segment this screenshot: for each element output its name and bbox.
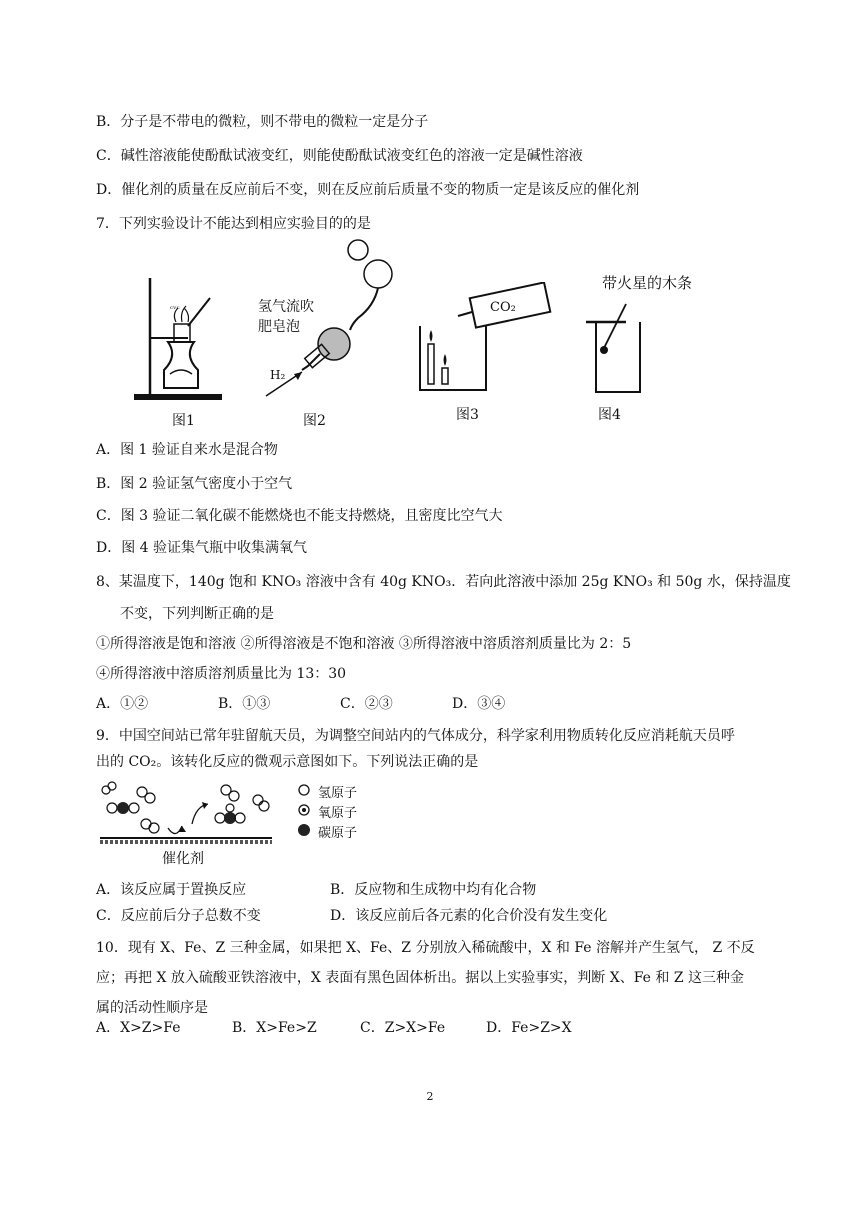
figure-2-caption: 图2 <box>303 413 326 429</box>
q8-option-b: B．①③ <box>218 696 271 712</box>
q7-stem: 7．下列实验设计不能达到相应实验目的的是 <box>96 216 371 232</box>
q9-legend-markers <box>296 782 312 842</box>
q10-stem-line-1: 10．现有 X、Fe、Z 三种金属，如果把 X、Fe、Z 分别放入稀硫酸中，X 和 Fe 溶解并产生氢气， Z 不反 <box>96 940 755 956</box>
q7-option-d: D．图 4 验证集气瓶中收集满氧气 <box>96 540 308 556</box>
q10-option-a: A．X>Z>Fe <box>96 1020 181 1036</box>
figure-2-h2-label: H₂ <box>270 368 286 382</box>
figure-4-gas-jar <box>580 296 660 400</box>
q7-option-b: B．图 2 验证氢气密度小于空气 <box>96 476 293 492</box>
figure-1-distillation <box>128 278 228 408</box>
figure-3-co2-beaker <box>412 282 562 400</box>
q6-option-d: D．催化剂的质量在反应前后不变，则在反应前后质量不变的物质一定是该反应的催化剂 <box>96 182 640 198</box>
q10-option-b: B．X>Fe>Z <box>232 1020 317 1036</box>
q9-catalyst-label: 催化剂 <box>162 851 204 867</box>
q9-option-a: A．该反应属于置换反应 <box>96 882 247 898</box>
q6-option-b: B．分子是不带电的微粒，则不带电的微粒一定是分子 <box>96 114 429 130</box>
q8-statements-line-1: ①所得溶液是饱和溶液 ②所得溶液是不饱和溶液 ③所得溶液中溶质溶剂质量比为 2：5 <box>96 636 632 652</box>
q10-option-c: C．Z>X>Fe <box>360 1020 446 1036</box>
q9-stem-line-1: 9．中国空间站已常年驻留航天员，为调整空间站内的气体成分，科学家利用物质转化反应消耗航天员呼 <box>96 728 735 744</box>
q7-option-c: C．图 3 验证二氧化碳不能燃烧也不能支持燃烧，且密度比空气大 <box>96 508 503 524</box>
q7-option-a: A．图 1 验证自来水是混合物 <box>96 442 278 458</box>
q8-stem-line-1: 8、某温度下，140g 饱和 KNO₃ 溶液中含有 40g KNO₃．若向此溶液中添加 25g KNO₃ 和 50g 水，保持温度 <box>96 574 791 590</box>
legend-carbon: 碳原子 <box>318 826 358 841</box>
figure-4-label: 带火星的木条 <box>602 274 693 292</box>
figure-4-caption: 图4 <box>598 407 621 423</box>
q8-option-a: A．①② <box>96 696 149 712</box>
legend-hydrogen: 氢原子 <box>318 786 358 801</box>
q6-option-c: C．碱性溶液能使酚酞试液变红，则能使酚酞试液变红色的溶液一定是碱性溶液 <box>96 148 583 164</box>
q8-options <box>96 694 505 714</box>
figure-2-label-1: 氢气流吹 <box>258 299 314 315</box>
figure-3-co2-label: CO₂ <box>490 300 516 315</box>
q9-option-b: B．反应物和生成物中均有化合物 <box>330 882 537 898</box>
q10-stem-line-2: 应；再把 X 放入硫酸亚铁溶液中，X 表面有黑色固体析出。据以上实验事实，判断 X、Fe 和 Z 这三种金 <box>96 970 745 986</box>
legend-oxygen: 氧原子 <box>318 806 358 821</box>
q9-stem-line-2: 出的 CO₂。该转化反应的微观示意图如下。下列说法正确的是 <box>96 754 479 770</box>
q10-options <box>96 1018 572 1038</box>
q9-options-row-2 <box>96 906 607 926</box>
figure-3-caption: 图3 <box>456 407 479 423</box>
q10-stem-line-3: 属的活动性顺序是 <box>96 1000 208 1016</box>
figure-1-caption: 图1 <box>172 413 195 429</box>
q8-statements-line-2: ④所得溶液中溶质溶剂质量比为 13：30 <box>96 666 347 682</box>
figure-2-label-2: 肥皂泡 <box>258 319 300 335</box>
q9-options-row-1 <box>96 880 536 900</box>
svg-text:ᶜᵛᶜ: ᶜᵛᶜ <box>170 305 180 315</box>
q9-option-c: C．反应前后分子总数不变 <box>96 908 261 924</box>
q9-option-d: D．该反应前后各元素的化合价没有发生变化 <box>330 908 608 924</box>
q8-option-d: D．③④ <box>452 696 506 712</box>
q10-option-d: D．Fe>Z>X <box>486 1020 572 1036</box>
q9-microscopic-diagram <box>96 776 286 848</box>
q8-stem-line-2: 不变，下列判断正确的是 <box>120 606 274 622</box>
page-number: 2 <box>426 1090 434 1103</box>
hydrogen-atom-icon <box>299 785 309 795</box>
q8-option-c: C．②③ <box>340 696 393 712</box>
carbon-atom-icon <box>298 824 310 836</box>
